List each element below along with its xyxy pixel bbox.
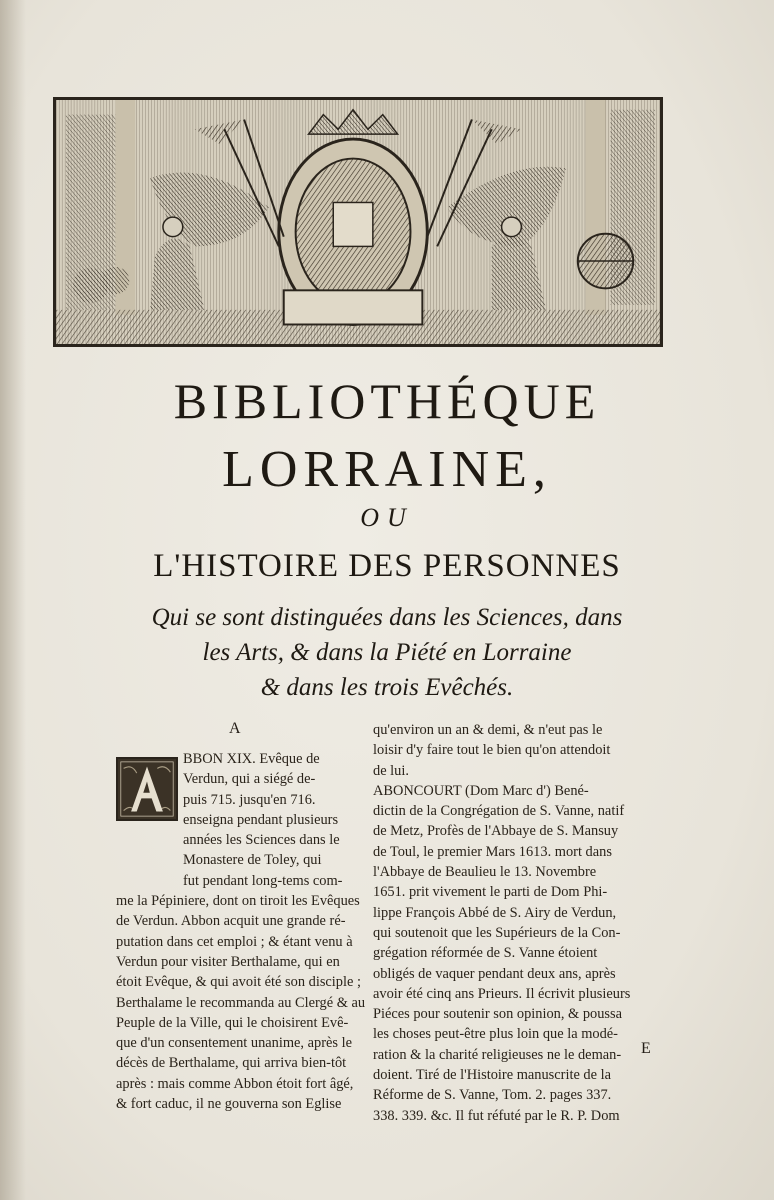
text-line: putation dans cet emploi ; & étant venu à: [116, 933, 353, 950]
text-line: après : mais comme Abbon étoit fort âgé,: [116, 1075, 354, 1092]
text-line: grégation réformée de S. Vanne étoient: [373, 945, 598, 962]
text-line: que d'un consentement unanime, après le: [116, 1035, 352, 1052]
text-line: puis 715. jusqu'en 716.: [183, 791, 316, 808]
text-line: étoit Evêque, & qui avoit été son disciple ;: [116, 974, 361, 991]
text-line: qu'environ un an & demi, & n'eut pas le: [373, 722, 603, 738]
text-line: Réforme de S. Vanne, Tom. 2. pages 337.: [373, 1087, 612, 1104]
subtitle-line-1: Qui se sont distinguées dans les Sciences, dans: [151, 604, 623, 631]
text-line: 1651. prit vivement le parti de Dom Phi-: [373, 884, 608, 901]
text-line: Verdun pour visiter Berthalame, qui en: [116, 953, 340, 970]
text-line: dictin de la Congrégation de S. Vanne, natif: [373, 803, 625, 820]
headpiece-illustration: [56, 100, 660, 344]
right-text-column: [373, 720, 668, 1126]
section-letter: A: [229, 720, 243, 737]
text-line: de lui.: [373, 762, 409, 779]
text-line: de Verdun. Abbon acquit une grande ré-: [116, 913, 346, 930]
text-line: Monastere de Toley, qui: [183, 852, 322, 869]
text-line: BBON XIX. Evêque de: [183, 751, 320, 767]
dropcap-indented-text: [183, 749, 368, 891]
engraved-headpiece: [53, 97, 663, 347]
text-line: de Toul, le premier Mars 1613. mort dans: [373, 843, 612, 860]
text-line: me la Pépiniere, dont on tiroit les Evêques: [116, 893, 360, 910]
text-line: doient. Tiré de l'Histoire manuscrite de la: [373, 1067, 611, 1084]
title-line-bibliotheque: BIBLIOTHÉQUE: [173, 373, 601, 429]
subtitle-line-2: les Arts, & dans la Piété en Lorraine: [202, 639, 572, 666]
text-line: années les Sciences dans le: [183, 832, 340, 849]
text-line: lippe François Abbé de S. Airy de Verdun,: [373, 904, 617, 921]
text-line: les choses peut-être plus loin que la modé-: [373, 1026, 618, 1043]
text-line: ration & la charité religieuses ne le deman-: [373, 1046, 622, 1063]
text-line: & fort caduc, il ne gouverna son Eglise: [116, 1096, 342, 1113]
text-line: de Metz, Profès de l'Abbaye de S. Mansuy: [373, 823, 619, 840]
text-line: l'Abbaye de Beaulieu le 13. Novembre: [373, 864, 597, 881]
text-line: Berthalame le recommanda au Clergé & au: [116, 994, 366, 1011]
title-line-lorraine: LORRAINE,: [222, 441, 552, 498]
title-line-ou: OU: [360, 503, 414, 532]
title-line-histoire: L'HISTOIRE DES PERSONNES: [153, 548, 621, 584]
text-line: décès de Berthalame, qui arriva bien-tôt: [116, 1055, 347, 1072]
text-line: Peuple de la Ville, qui le choisirent Evê-: [116, 1014, 349, 1031]
text-line: 338. 339. &c. Il fut réfuté par le R. P. Dom: [373, 1107, 620, 1124]
text-line: loisir d'y faire tout le bien qu'on attendoit: [373, 742, 611, 759]
text-line: fut pendant long-tems com-: [183, 872, 343, 889]
text-line: obligés de vaquer pendant deux ans, après: [373, 965, 616, 982]
catchword: E: [641, 1040, 651, 1057]
subtitle-line-3: & dans les trois Evêchés.: [260, 674, 514, 701]
text-line: avoir été cinq ans Prieurs. Il écrivit plusieurs: [373, 985, 631, 1002]
subtitle-block: [0, 600, 774, 705]
left-text-column: [116, 720, 368, 1114]
text-line: qui soutenoit que les Supérieurs de la Con-: [373, 924, 621, 941]
text-line: Piéces pour soutenir son opinion, & poussa: [373, 1006, 623, 1023]
text-line: Verdun, qui a siégé de-: [183, 771, 316, 788]
text-line: enseigna pendant plusieurs: [183, 811, 339, 828]
entry-heading-line: ABONCOURT (Dom Marc d') Bené-: [373, 782, 589, 799]
